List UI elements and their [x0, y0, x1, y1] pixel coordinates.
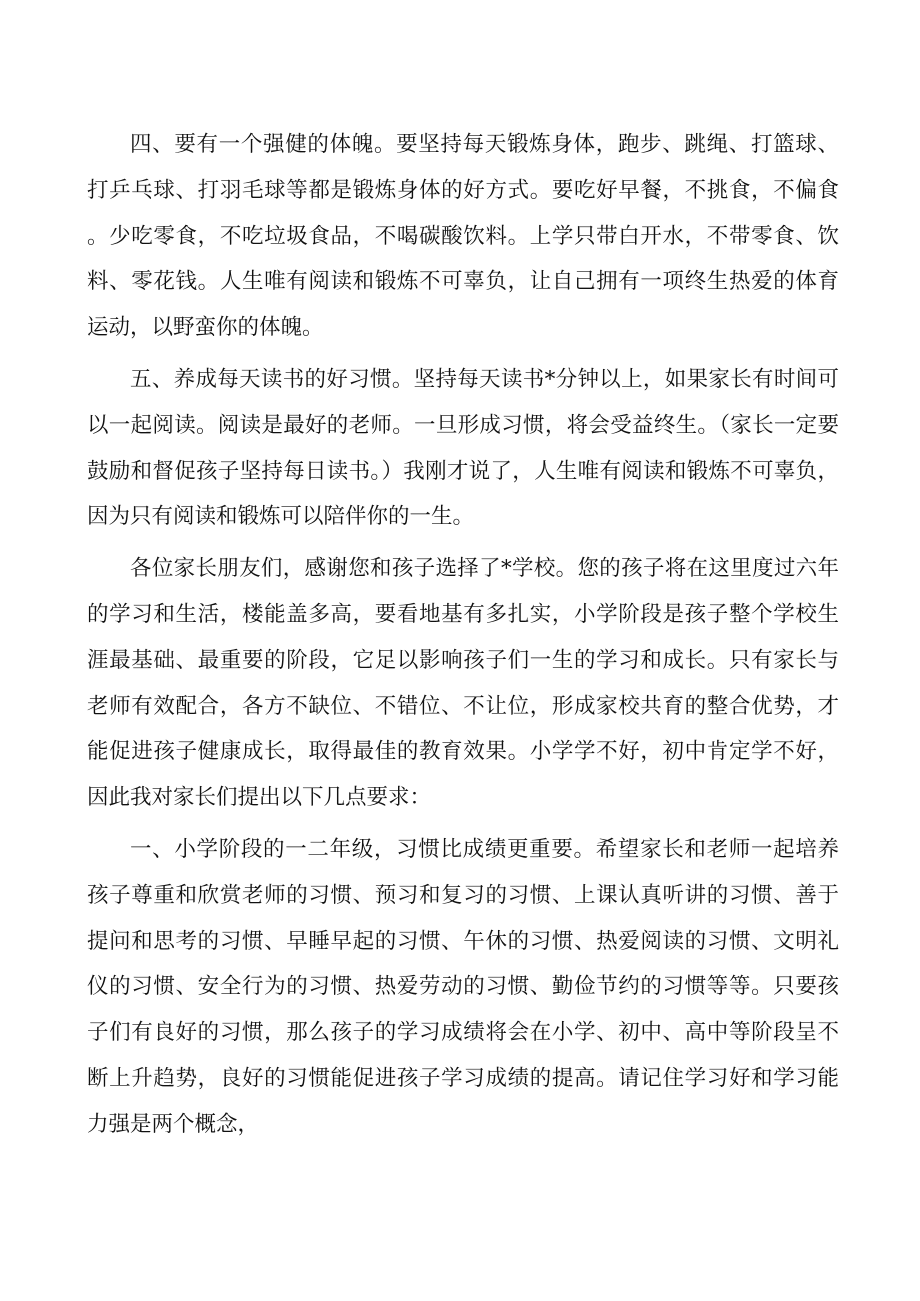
document-body	[87, 122, 839, 1148]
paragraph-physical-fitness: 四、要有一个强健的体魄。要坚持每天锻炼身体，跑步、跳绳、打篮球、打乒乓球、打羽毛球等都是锻炼身体的好方式。要吃好早餐，不挑食，不偏食。少吃零食，不吃垃圾食品，不喝碳酸饮料。上学只带白开水，不带零食、饮料、零花钱。人生唯有阅读和锻炼不可辜负，让自己拥有一项终生热爱的体育运动，以野蛮你的体魄。	[87, 132, 839, 341]
paragraph-habits-over-grades: 一、小学阶段的一二年级，习惯比成绩更重要。希望家长和老师一起培养孩子尊重和欣赏老师的习惯、预习和复习的习惯、上课认真听讲的习惯、善于提问和思考的习惯、早睡早起的习惯、午休的习惯、热爱阅读的习惯、文明礼仪的习惯、安全行为的习惯、热爱劳动的习惯、勤俭节约的习惯等等。只要孩子们有良好的习惯，那么孩子的学习成绩将会在小学、初中、高中等阶段呈不断上升趋势，良好的习惯能促进孩子学习成绩的提高。请记住学习好和学习能力强是两个概念，	[87, 836, 839, 1137]
paragraph-parent-cooperation: 各位家长朋友们，感谢您和孩子选择了*学校。您的孩子将在这里度过六年的学习和生活，楼能盖多高，要看地基有多扎实，小学阶段是孩子整个学校生涯最基础、最重要的阶段，它足以影响孩子们一生的学习和成长。只有家长与老师有效配合，各方不缺位、不错位、不让位，形成家校共育的整合优势，才能促进孩子健康成长，取得最佳的教育效果。小学学不好，初中肯定学不好，因此我对家长们提出以下几点要求：	[87, 556, 839, 811]
paragraph-reading-habit: 五、养成每天读书的好习惯。坚持每天读书*分钟以上，如果家长有时间可以一起阅读。阅读是最好的老师。一旦形成习惯，将会受益终生。（家长一定要鼓励和督促孩子坚持每日读书。）我刚才说了，人生唯有阅读和锻炼不可辜负，因为只有阅读和锻炼可以陪伴你的一生。	[87, 366, 839, 530]
